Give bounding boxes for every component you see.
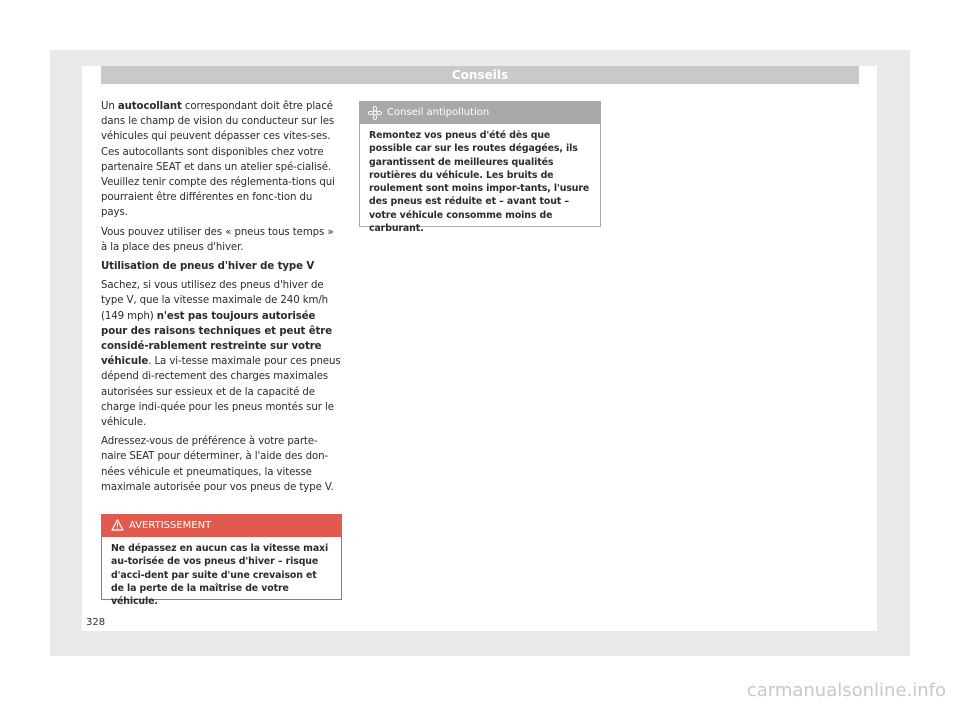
eco-tip-box <box>359 101 601 235</box>
text-span: . La vi-tesse maximale pour ces pneus dépend di-rectement des charges maximales autorisées sur essieux et de la capacité de charge indi-quée pour les pneus montés sur le véhicule. <box>101 356 341 429</box>
text-span: correspondant doit être placé dans le champ de vision du conducteur sur les véhicules qui peuvent dépasser ces vites-ses. Ces autocollants sont disponibles chez votre partenaire SEAT et dans un atelier spé-cialisé. Veuillez tenir compte des réglementa-tions qui pourraient être différentes en fonc-tion du pays. <box>101 101 335 219</box>
warning-text: Ne dépassez en aucun cas la vitesse maxi au-torisée de vos pneus d'hiver – risque d'acci-dent par suite d'une crevaison et de la perte de la maîtrise de votre véhicule. <box>111 543 329 608</box>
paragraph-type-v <box>101 278 342 430</box>
page-number: 328 <box>86 617 106 628</box>
text-span: Un <box>101 101 118 112</box>
warning-header <box>102 515 341 537</box>
section-header: Conseils <box>101 66 859 84</box>
flower-eco-icon <box>368 106 382 120</box>
warning-title: AVERTISSEMENT <box>129 520 212 531</box>
eco-tip-text: Remontez vos pneus d'été dès que possible car sur les routes dégagées, ils garantissent de meilleures qualités routières du véhicule. Les bruits de roulement sont moins impor-tants, l'usure des pneus est réduite et – avant tout – votre véhicule consomme moins de carburant. <box>369 130 590 235</box>
bold-term: autocollant <box>117 101 182 112</box>
paragraph-contact-seat: Adressez-vous de préférence à votre parte-naire SEAT pour déterminer, à l'aide des don-nées véhicule et pneumatiques, la vitesse maximale autorisée pour vos pneus de type V. <box>101 436 334 493</box>
eco-tip-title: Conseil antipollution <box>387 107 490 118</box>
text-span: Sachez, si vous utilisez des pneus d'hiver de type V, que la vitesse maximale de 240 km/h (149 mph) <box>101 280 329 322</box>
main-text-column <box>101 99 342 499</box>
paragraph-autocollant <box>101 99 342 221</box>
bold-warning-text: n'est pas toujours autorisée pour des raisons techniques et peut être considé-rablement restreinte sur votre véhicule <box>101 310 333 368</box>
watermark[interactable]: carmanualsonline.info <box>746 680 946 701</box>
warning-triangle-icon <box>111 519 124 531</box>
eco-tip-header <box>360 102 600 124</box>
warning-box <box>101 514 342 608</box>
subheading-type-v: Utilisation de pneus d'hiver de type V <box>101 261 315 273</box>
paragraph-all-season: Vous pouvez utiliser des « pneus tous temps » à la place des pneus d'hiver. <box>101 226 334 253</box>
